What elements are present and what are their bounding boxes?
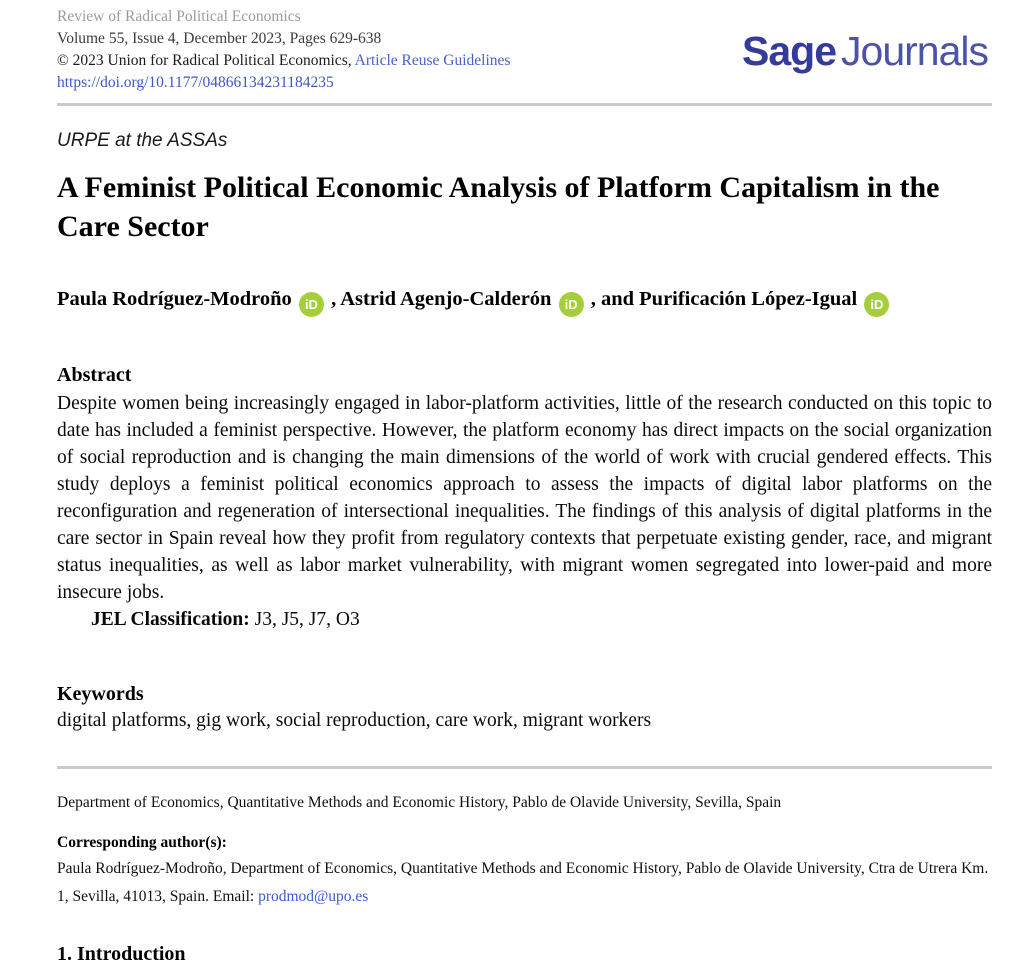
corresponding-author-text: Paula Rodríguez-Modroño, Department of Economics, Quantitative Methods and Economic History, Pablo de Olavide University, Ctra de Utrera Km. 1, Sevilla, 41013, Spain. Email: — [57, 860, 989, 905]
corresponding-email-link[interactable]: prodmod@upo.es — [258, 888, 369, 905]
author-name: Paula Rodríguez-Modroño — [57, 288, 292, 310]
author-separator: , — [325, 288, 341, 310]
doi-line — [57, 72, 992, 94]
authors-line — [57, 288, 992, 317]
section-1-heading-clipped: 1. Introduction — [57, 943, 186, 965]
sage-journals-logo[interactable] — [742, 28, 988, 75]
article-title: A Feminist Political Economic Analysis of Platform Capitalism in the Care Sector — [57, 171, 940, 243]
author-name: Purificación López-Igual — [639, 288, 858, 310]
header-divider — [57, 103, 992, 106]
author-separator: , and — [585, 288, 640, 310]
corresponding-author-heading: Corresponding author(s): — [57, 834, 227, 851]
jel-label: JEL Classification: — [91, 609, 250, 630]
author-name: Astrid Agenjo-Calderón — [340, 288, 552, 310]
article-reuse-guidelines-link[interactable]: Article Reuse Guidelines — [354, 52, 511, 69]
journal-name: Review of Radical Political Economics — [57, 8, 301, 25]
logo-word-journals: Journals — [841, 28, 988, 74]
section-label: URPE at the ASSAs — [57, 130, 228, 151]
orcid-icon[interactable]: iD — [299, 292, 324, 317]
affiliation-note: Department of Economics, Quantitative Methods and Economic History, Pablo de Olavide University, Sevilla, Spain — [57, 794, 782, 811]
keywords-heading: Keywords — [57, 683, 144, 705]
doi-link[interactable]: https://doi.org/10.1177/04866134231184235 — [57, 74, 334, 91]
issue-info: Volume 55, Issue 4, December 2023, Pages 629-638 — [57, 30, 382, 47]
copyright-text: © 2023 Union for Radical Political Economics, — [57, 52, 355, 69]
orcid-icon[interactable]: iD — [864, 292, 889, 317]
orcid-icon[interactable]: iD — [559, 292, 584, 317]
jel-values: J3, J5, J7, O3 — [249, 609, 360, 630]
abstract-text: Despite women being increasingly engaged in labor-platform activities, little of the research conducted on this topic to date has included a feminist perspective. However, the platform economy has direct impacts on the social organization of social reproduction and is changing the main dimensions of the world of work with crucial gendered effects. This study deploys a feminist political economics approach to assess the impacts of digital labor platforms on the reconfiguration and regeneration of intersectional inequalities. The findings of this analysis of digital platforms in the care sector in Spain reveal how they profit from regulatory contexts that perpetuate existing gender, race, and migrant status inequalities, as well as labor market vulnerability, with migrant women segregated into lower-paid and more insecure jobs. — [57, 393, 992, 603]
article-header — [57, 6, 992, 94]
abstract-heading: Abstract — [57, 364, 132, 386]
footnote-divider — [57, 766, 992, 769]
logo-word-sage: Sage — [742, 28, 837, 74]
jel-classification-line — [57, 606, 992, 633]
keywords-list: digital platforms, gig work, social reproduction, care work, migrant workers — [57, 710, 652, 731]
corresponding-author-note — [57, 855, 992, 911]
